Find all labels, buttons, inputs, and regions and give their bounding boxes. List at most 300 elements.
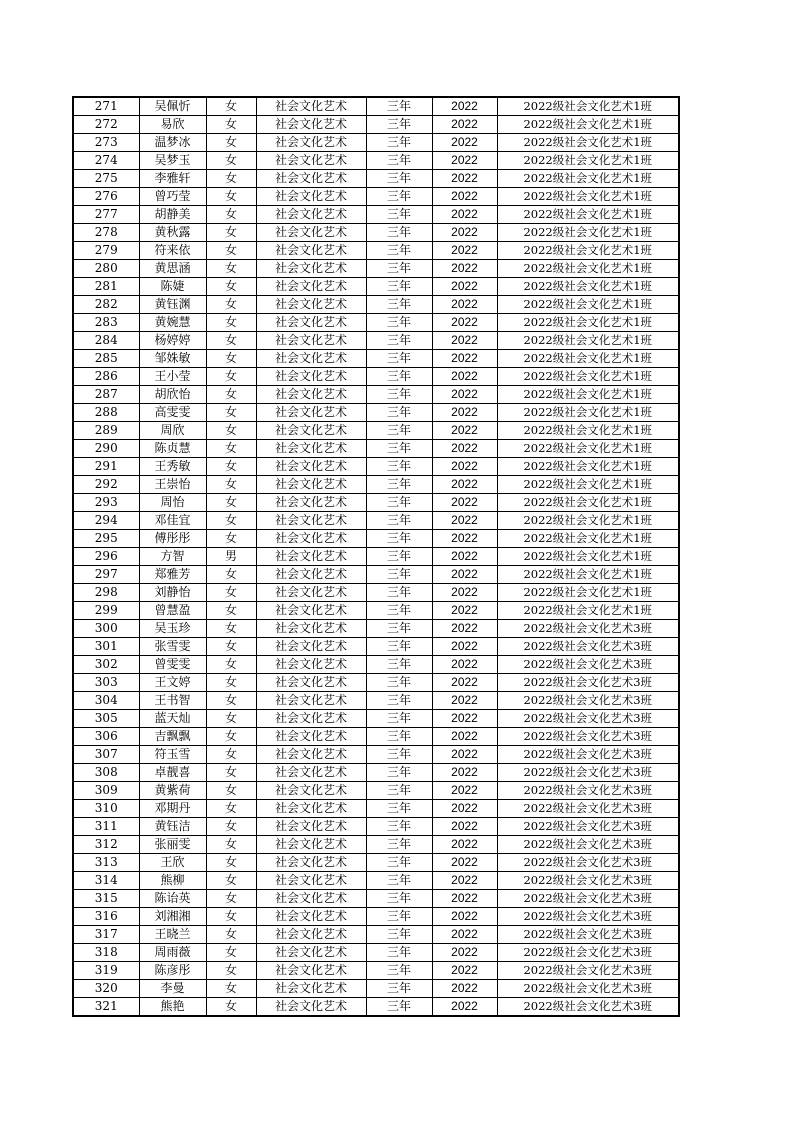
cell-year: 2022 <box>432 656 497 674</box>
cell-year: 2022 <box>432 710 497 728</box>
cell-year: 2022 <box>432 242 497 260</box>
cell-year: 2022 <box>432 170 497 188</box>
cell-gender: 女 <box>206 710 256 728</box>
cell-gender: 女 <box>206 332 256 350</box>
table-row <box>73 314 679 332</box>
cell-number: 283 <box>73 314 139 332</box>
cell-number: 319 <box>73 962 139 980</box>
cell-major: 社会文化艺术 <box>256 242 366 260</box>
cell-number: 291 <box>73 458 139 476</box>
cell-duration: 三年 <box>366 512 432 530</box>
table-row <box>73 206 679 224</box>
cell-major: 社会文化艺术 <box>256 746 366 764</box>
cell-year: 2022 <box>432 422 497 440</box>
cell-duration: 三年 <box>366 908 432 926</box>
table-row <box>73 404 679 422</box>
cell-name: 黄婉慧 <box>139 314 206 332</box>
cell-number: 301 <box>73 638 139 656</box>
cell-name: 邓佳宜 <box>139 512 206 530</box>
cell-number: 288 <box>73 404 139 422</box>
table-row <box>73 872 679 890</box>
cell-gender: 女 <box>206 638 256 656</box>
cell-number: 297 <box>73 566 139 584</box>
cell-name: 杨婷婷 <box>139 332 206 350</box>
cell-year: 2022 <box>432 962 497 980</box>
cell-number: 277 <box>73 206 139 224</box>
cell-gender: 女 <box>206 440 256 458</box>
cell-class: 2022级社会文化艺术3班 <box>497 998 679 1017</box>
cell-gender: 女 <box>206 350 256 368</box>
cell-duration: 三年 <box>366 998 432 1017</box>
table-row <box>73 926 679 944</box>
cell-gender: 女 <box>206 818 256 836</box>
cell-duration: 三年 <box>366 872 432 890</box>
cell-major: 社会文化艺术 <box>256 314 366 332</box>
cell-number: 308 <box>73 764 139 782</box>
cell-name: 张雪雯 <box>139 638 206 656</box>
cell-year: 2022 <box>432 692 497 710</box>
cell-duration: 三年 <box>366 404 432 422</box>
cell-major: 社会文化艺术 <box>256 404 366 422</box>
cell-duration: 三年 <box>366 746 432 764</box>
cell-gender: 男 <box>206 548 256 566</box>
cell-gender: 女 <box>206 728 256 746</box>
cell-duration: 三年 <box>366 890 432 908</box>
cell-gender: 女 <box>206 746 256 764</box>
cell-gender: 女 <box>206 872 256 890</box>
table-row <box>73 242 679 260</box>
cell-class: 2022级社会文化艺术3班 <box>497 962 679 980</box>
cell-major: 社会文化艺术 <box>256 494 366 512</box>
cell-duration: 三年 <box>366 332 432 350</box>
cell-duration: 三年 <box>366 386 432 404</box>
cell-major: 社会文化艺术 <box>256 584 366 602</box>
table-row <box>73 296 679 314</box>
cell-gender: 女 <box>206 404 256 422</box>
cell-number: 317 <box>73 926 139 944</box>
cell-gender: 女 <box>206 890 256 908</box>
cell-name: 陈婕 <box>139 278 206 296</box>
cell-major: 社会文化艺术 <box>256 764 366 782</box>
cell-duration: 三年 <box>366 566 432 584</box>
cell-gender: 女 <box>206 134 256 152</box>
cell-year: 2022 <box>432 332 497 350</box>
cell-year: 2022 <box>432 152 497 170</box>
cell-class: 2022级社会文化艺术3班 <box>497 746 679 764</box>
cell-year: 2022 <box>432 188 497 206</box>
cell-duration: 三年 <box>366 692 432 710</box>
cell-duration: 三年 <box>366 440 432 458</box>
cell-major: 社会文化艺术 <box>256 170 366 188</box>
cell-duration: 三年 <box>366 188 432 206</box>
cell-major: 社会文化艺术 <box>256 296 366 314</box>
cell-major: 社会文化艺术 <box>256 134 366 152</box>
table-row <box>73 260 679 278</box>
cell-name: 方智 <box>139 548 206 566</box>
cell-number: 290 <box>73 440 139 458</box>
cell-year: 2022 <box>432 206 497 224</box>
table-row <box>73 134 679 152</box>
cell-major: 社会文化艺术 <box>256 350 366 368</box>
cell-number: 300 <box>73 620 139 638</box>
cell-duration: 三年 <box>366 476 432 494</box>
cell-year: 2022 <box>432 512 497 530</box>
cell-year: 2022 <box>432 764 497 782</box>
cell-name: 陈诒英 <box>139 890 206 908</box>
table-row <box>73 224 679 242</box>
cell-gender: 女 <box>206 944 256 962</box>
table-row <box>73 422 679 440</box>
cell-year: 2022 <box>432 386 497 404</box>
cell-name: 周欣 <box>139 422 206 440</box>
cell-major: 社会文化艺术 <box>256 656 366 674</box>
cell-number: 305 <box>73 710 139 728</box>
table-row <box>73 458 679 476</box>
cell-duration: 三年 <box>366 260 432 278</box>
cell-duration: 三年 <box>366 152 432 170</box>
cell-class: 2022级社会文化艺术3班 <box>497 782 679 800</box>
cell-major: 社会文化艺术 <box>256 800 366 818</box>
cell-year: 2022 <box>432 260 497 278</box>
cell-year: 2022 <box>432 296 497 314</box>
cell-class: 2022级社会文化艺术1班 <box>497 170 679 188</box>
cell-gender: 女 <box>206 224 256 242</box>
cell-duration: 三年 <box>366 764 432 782</box>
cell-number: 279 <box>73 242 139 260</box>
cell-year: 2022 <box>432 746 497 764</box>
cell-gender: 女 <box>206 836 256 854</box>
cell-name: 曾慧盈 <box>139 602 206 620</box>
table-row <box>73 368 679 386</box>
cell-major: 社会文化艺术 <box>256 206 366 224</box>
cell-number: 273 <box>73 134 139 152</box>
cell-duration: 三年 <box>366 944 432 962</box>
cell-name: 王小莹 <box>139 368 206 386</box>
cell-name: 傅彤彤 <box>139 530 206 548</box>
cell-number: 274 <box>73 152 139 170</box>
cell-gender: 女 <box>206 206 256 224</box>
cell-duration: 三年 <box>366 926 432 944</box>
cell-class: 2022级社会文化艺术1班 <box>497 494 679 512</box>
cell-year: 2022 <box>432 566 497 584</box>
cell-number: 287 <box>73 386 139 404</box>
cell-gender: 女 <box>206 566 256 584</box>
cell-name: 熊柳 <box>139 872 206 890</box>
cell-class: 2022级社会文化艺术3班 <box>497 728 679 746</box>
cell-name: 王欣 <box>139 854 206 872</box>
cell-duration: 三年 <box>366 602 432 620</box>
cell-duration: 三年 <box>366 980 432 998</box>
cell-name: 黄秋露 <box>139 224 206 242</box>
table-row <box>73 548 679 566</box>
table-row <box>73 692 679 710</box>
cell-gender: 女 <box>206 782 256 800</box>
cell-name: 张丽雯 <box>139 836 206 854</box>
cell-major: 社会文化艺术 <box>256 818 366 836</box>
cell-name: 胡欣怡 <box>139 386 206 404</box>
cell-name: 郑雅芳 <box>139 566 206 584</box>
cell-name: 高雯雯 <box>139 404 206 422</box>
cell-major: 社会文化艺术 <box>256 674 366 692</box>
table-row <box>73 836 679 854</box>
cell-gender: 女 <box>206 602 256 620</box>
table-row <box>73 440 679 458</box>
cell-gender: 女 <box>206 764 256 782</box>
cell-name: 温梦冰 <box>139 134 206 152</box>
cell-duration: 三年 <box>366 422 432 440</box>
cell-class: 2022级社会文化艺术1班 <box>497 476 679 494</box>
cell-major: 社会文化艺术 <box>256 854 366 872</box>
cell-year: 2022 <box>432 854 497 872</box>
cell-class: 2022级社会文化艺术3班 <box>497 674 679 692</box>
cell-class: 2022级社会文化艺术1班 <box>497 242 679 260</box>
table-row <box>73 890 679 908</box>
cell-class: 2022级社会文化艺术1班 <box>497 152 679 170</box>
table-row <box>73 188 679 206</box>
cell-duration: 三年 <box>366 710 432 728</box>
cell-year: 2022 <box>432 224 497 242</box>
cell-class: 2022级社会文化艺术1班 <box>497 386 679 404</box>
cell-major: 社会文化艺术 <box>256 638 366 656</box>
cell-duration: 三年 <box>366 836 432 854</box>
cell-class: 2022级社会文化艺术1班 <box>497 530 679 548</box>
cell-gender: 女 <box>206 908 256 926</box>
cell-major: 社会文化艺术 <box>256 620 366 638</box>
cell-duration: 三年 <box>366 728 432 746</box>
cell-duration: 三年 <box>366 296 432 314</box>
cell-number: 282 <box>73 296 139 314</box>
cell-number: 302 <box>73 656 139 674</box>
cell-number: 281 <box>73 278 139 296</box>
cell-major: 社会文化艺术 <box>256 728 366 746</box>
cell-gender: 女 <box>206 152 256 170</box>
cell-number: 275 <box>73 170 139 188</box>
table-row <box>73 998 679 1017</box>
cell-gender: 女 <box>206 656 256 674</box>
cell-year: 2022 <box>432 890 497 908</box>
cell-gender: 女 <box>206 368 256 386</box>
cell-year: 2022 <box>432 314 497 332</box>
table-row <box>73 602 679 620</box>
cell-number: 315 <box>73 890 139 908</box>
cell-major: 社会文化艺术 <box>256 116 366 134</box>
cell-gender: 女 <box>206 116 256 134</box>
cell-number: 289 <box>73 422 139 440</box>
cell-name: 易欣 <box>139 116 206 134</box>
cell-gender: 女 <box>206 800 256 818</box>
cell-major: 社会文化艺术 <box>256 476 366 494</box>
cell-gender: 女 <box>206 188 256 206</box>
cell-gender: 女 <box>206 458 256 476</box>
cell-gender: 女 <box>206 296 256 314</box>
cell-gender: 女 <box>206 386 256 404</box>
cell-class: 2022级社会文化艺术1班 <box>497 350 679 368</box>
cell-number: 292 <box>73 476 139 494</box>
cell-name: 刘湘湘 <box>139 908 206 926</box>
cell-major: 社会文化艺术 <box>256 926 366 944</box>
cell-gender: 女 <box>206 422 256 440</box>
cell-major: 社会文化艺术 <box>256 440 366 458</box>
cell-gender: 女 <box>206 926 256 944</box>
cell-duration: 三年 <box>366 242 432 260</box>
table-row <box>73 818 679 836</box>
cell-number: 299 <box>73 602 139 620</box>
cell-major: 社会文化艺术 <box>256 386 366 404</box>
cell-name: 符玉雪 <box>139 746 206 764</box>
cell-gender: 女 <box>206 692 256 710</box>
table-row <box>73 116 679 134</box>
cell-class: 2022级社会文化艺术1班 <box>497 458 679 476</box>
cell-number: 316 <box>73 908 139 926</box>
cell-duration: 三年 <box>366 350 432 368</box>
cell-class: 2022级社会文化艺术1班 <box>497 188 679 206</box>
cell-number: 304 <box>73 692 139 710</box>
cell-year: 2022 <box>432 818 497 836</box>
cell-name: 邹姝敏 <box>139 350 206 368</box>
cell-duration: 三年 <box>366 170 432 188</box>
table-row <box>73 728 679 746</box>
cell-number: 295 <box>73 530 139 548</box>
cell-class: 2022级社会文化艺术3班 <box>497 872 679 890</box>
cell-gender: 女 <box>206 854 256 872</box>
cell-number: 309 <box>73 782 139 800</box>
cell-class: 2022级社会文化艺术3班 <box>497 836 679 854</box>
cell-number: 321 <box>73 998 139 1017</box>
cell-class: 2022级社会文化艺术1班 <box>497 296 679 314</box>
cell-major: 社会文化艺术 <box>256 152 366 170</box>
cell-number: 311 <box>73 818 139 836</box>
cell-class: 2022级社会文化艺术3班 <box>497 764 679 782</box>
cell-year: 2022 <box>432 836 497 854</box>
cell-gender: 女 <box>206 476 256 494</box>
cell-name: 周怡 <box>139 494 206 512</box>
table-row <box>73 512 679 530</box>
cell-duration: 三年 <box>366 224 432 242</box>
cell-major: 社会文化艺术 <box>256 710 366 728</box>
table-row <box>73 494 679 512</box>
table-row <box>73 674 679 692</box>
cell-number: 293 <box>73 494 139 512</box>
cell-year: 2022 <box>432 350 497 368</box>
table-row <box>73 386 679 404</box>
cell-name: 曾巧莹 <box>139 188 206 206</box>
cell-year: 2022 <box>432 97 497 116</box>
cell-duration: 三年 <box>366 584 432 602</box>
cell-name: 卓靓喜 <box>139 764 206 782</box>
cell-class: 2022级社会文化艺术1班 <box>497 206 679 224</box>
cell-gender: 女 <box>206 620 256 638</box>
cell-name: 黄钰洁 <box>139 818 206 836</box>
cell-major: 社会文化艺术 <box>256 224 366 242</box>
cell-duration: 三年 <box>366 206 432 224</box>
table-row <box>73 782 679 800</box>
cell-year: 2022 <box>432 602 497 620</box>
cell-major: 社会文化艺术 <box>256 782 366 800</box>
cell-name: 陈彦彤 <box>139 962 206 980</box>
cell-name: 王秀敏 <box>139 458 206 476</box>
cell-year: 2022 <box>432 116 497 134</box>
cell-class: 2022级社会文化艺术1班 <box>497 224 679 242</box>
table-row <box>73 764 679 782</box>
cell-number: 318 <box>73 944 139 962</box>
cell-major: 社会文化艺术 <box>256 422 366 440</box>
cell-name: 胡静美 <box>139 206 206 224</box>
cell-duration: 三年 <box>366 620 432 638</box>
cell-year: 2022 <box>432 476 497 494</box>
table-row <box>73 656 679 674</box>
cell-name: 王晓兰 <box>139 926 206 944</box>
cell-name: 黄思涵 <box>139 260 206 278</box>
cell-major: 社会文化艺术 <box>256 260 366 278</box>
cell-number: 296 <box>73 548 139 566</box>
cell-name: 吴佩忻 <box>139 97 206 116</box>
cell-name: 黄钰渊 <box>139 296 206 314</box>
cell-number: 276 <box>73 188 139 206</box>
cell-gender: 女 <box>206 170 256 188</box>
cell-class: 2022级社会文化艺术3班 <box>497 926 679 944</box>
cell-duration: 三年 <box>366 548 432 566</box>
cell-duration: 三年 <box>366 962 432 980</box>
cell-major: 社会文化艺术 <box>256 368 366 386</box>
cell-duration: 三年 <box>366 530 432 548</box>
cell-year: 2022 <box>432 404 497 422</box>
cell-duration: 三年 <box>366 368 432 386</box>
cell-class: 2022级社会文化艺术1班 <box>497 440 679 458</box>
cell-major: 社会文化艺术 <box>256 872 366 890</box>
table-row <box>73 908 679 926</box>
cell-year: 2022 <box>432 800 497 818</box>
cell-duration: 三年 <box>366 800 432 818</box>
cell-major: 社会文化艺术 <box>256 908 366 926</box>
cell-year: 2022 <box>432 368 497 386</box>
cell-class: 2022级社会文化艺术3班 <box>497 620 679 638</box>
cell-year: 2022 <box>432 728 497 746</box>
cell-gender: 女 <box>206 512 256 530</box>
cell-class: 2022级社会文化艺术3班 <box>497 638 679 656</box>
cell-number: 307 <box>73 746 139 764</box>
table-row <box>73 152 679 170</box>
table-row <box>73 710 679 728</box>
table-row <box>73 332 679 350</box>
table-row <box>73 97 679 116</box>
cell-name: 黄紫荷 <box>139 782 206 800</box>
cell-duration: 三年 <box>366 854 432 872</box>
cell-number: 285 <box>73 350 139 368</box>
cell-class: 2022级社会文化艺术3班 <box>497 854 679 872</box>
table-row <box>73 530 679 548</box>
cell-gender: 女 <box>206 962 256 980</box>
cell-year: 2022 <box>432 458 497 476</box>
cell-class: 2022级社会文化艺术1班 <box>497 97 679 116</box>
cell-year: 2022 <box>432 674 497 692</box>
cell-class: 2022级社会文化艺术1班 <box>497 422 679 440</box>
table-row <box>73 746 679 764</box>
cell-major: 社会文化艺术 <box>256 548 366 566</box>
cell-name: 李雅轩 <box>139 170 206 188</box>
cell-year: 2022 <box>432 584 497 602</box>
cell-year: 2022 <box>432 782 497 800</box>
cell-duration: 三年 <box>366 116 432 134</box>
cell-major: 社会文化艺术 <box>256 458 366 476</box>
cell-duration: 三年 <box>366 458 432 476</box>
table-row <box>73 350 679 368</box>
cell-class: 2022级社会文化艺术1班 <box>497 584 679 602</box>
cell-gender: 女 <box>206 980 256 998</box>
cell-gender: 女 <box>206 494 256 512</box>
cell-class: 2022级社会文化艺术3班 <box>497 890 679 908</box>
cell-duration: 三年 <box>366 494 432 512</box>
cell-duration: 三年 <box>366 656 432 674</box>
